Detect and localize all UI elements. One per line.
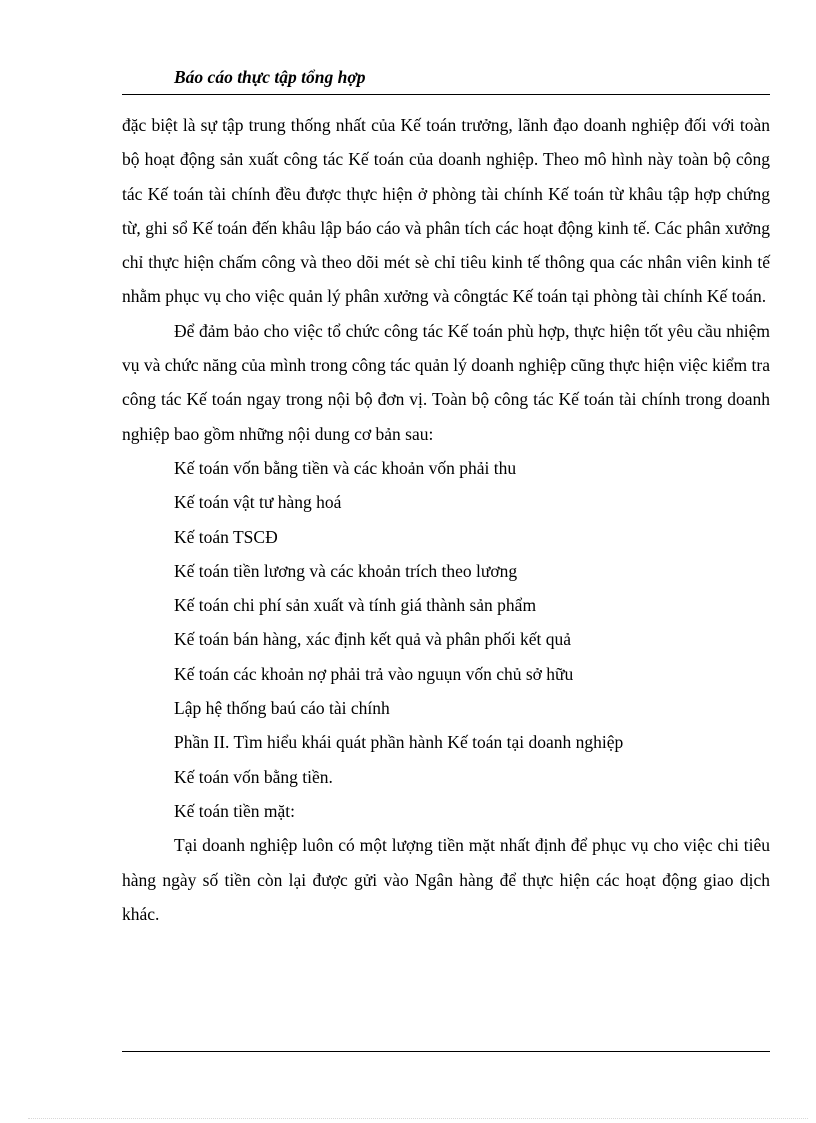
list-item: Lập hệ thống baú cáo tài chính [174, 698, 390, 719]
document-body [122, 108, 770, 931]
list-item: Kế toán TSCĐ [174, 526, 278, 547]
section-heading: Phần II. Tìm hiểu khái quát phần hành Kế toán tại doanh nghiệp [174, 732, 624, 753]
list-item: Kế toán tiền lương và các khoản trích theo lương [174, 560, 518, 581]
page-edge-divider [28, 1118, 808, 1119]
page-header [122, 0, 770, 95]
paragraph: Để đảm bảo cho việc tổ chức công tác Kế toán phù hợp, thực hiện tốt yêu cầu nhiệm vụ và chức năng của mình trong công tác quản lý doanh nghiệp cũng thực hiện việc kiểm tra công tác Kế toán ngay trong nội bộ đơn vị. Toàn bộ công tác Kế toán tài chính trong doanh nghiệp bao gồm những nội dung cơ bản sau: [122, 320, 770, 444]
list-item: Kế toán vật tư hàng hoá [174, 492, 342, 513]
footer-divider [122, 1051, 770, 1052]
paragraph: Tại doanh nghiệp luôn có một lượng tiền mặt nhất định để phục vụ cho việc chi tiêu hàng ngày số tiền còn lại được gửi vào Ngân hàng để thực hiện các hoạt động giao dịch khác. [122, 835, 770, 924]
list-item: Kế toán các khoản nợ phải trả vào nguụn vốn chủ sở hữu [174, 663, 574, 684]
paragraph: đặc biệt là sự tập trung thống nhất của Kế toán trưởng, lãnh đạo doanh nghiệp đối với toàn bộ hoạt động sản xuất công tác Kế toán của doanh nghiệp. Theo mô hình này toàn bộ công tác Kế toán tài chính đều được thực hiện ở phòng tài chính Kế toán từ khâu tập hợp chứng từ, ghi sổ Kế toán đến khâu lập báo cáo và phân tích các hoạt động kinh tế. Các phân xưởng chỉ thực hiện chấm công và theo dõi mét sè chỉ tiêu kinh tế thông qua các nhân viên kinh tế nhằm phục vụ cho việc quản lý phân xưởng và côngtác Kế toán tại phòng tài chính Kế toán. [122, 115, 770, 307]
list-item: Kế toán tiền mặt: [174, 800, 296, 821]
list-item: Kế toán chi phí sản xuất và tính giá thành sản phẩm [174, 595, 537, 616]
header-title: Báo cáo thực tập tổng hợp [174, 67, 366, 87]
list-item: Kế toán vốn bằng tiền và các khoản vốn phải thu [174, 457, 517, 478]
list-item: Kế toán bán hàng, xác định kết quả và phân phối kết quả [174, 629, 572, 650]
list-item: Kế toán vốn bằng tiền. [174, 766, 333, 787]
